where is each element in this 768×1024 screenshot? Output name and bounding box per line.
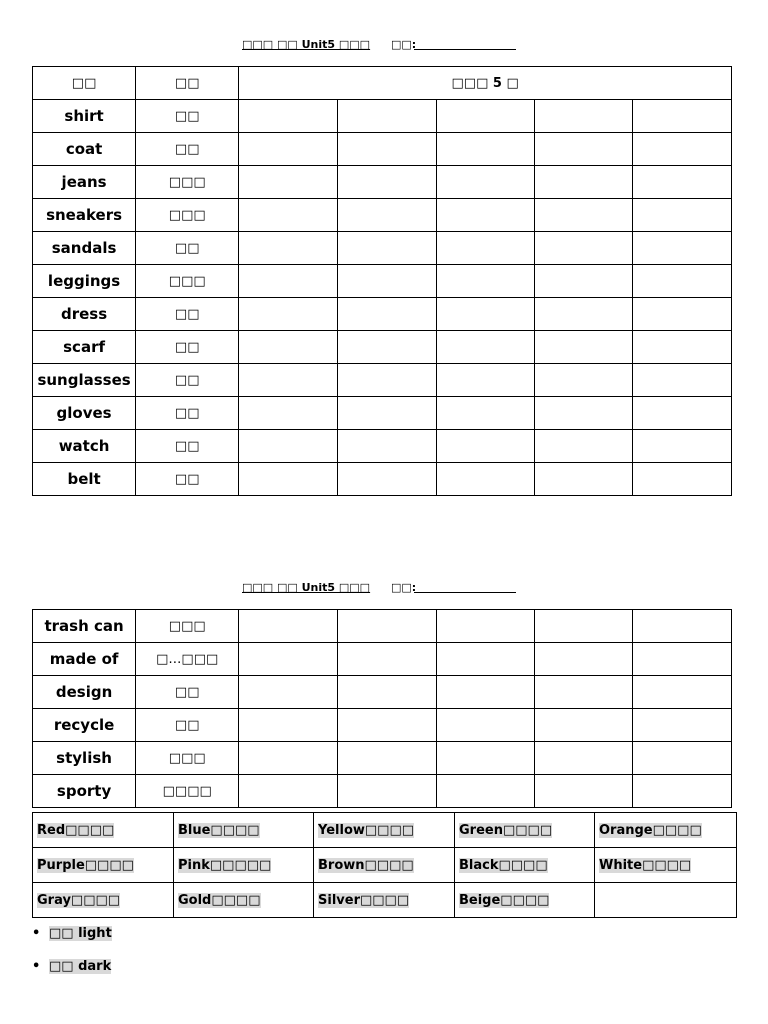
practice-cell[interactable] bbox=[534, 430, 632, 463]
color-cell bbox=[595, 883, 737, 918]
color-cell bbox=[595, 848, 737, 883]
name-blank-line bbox=[414, 592, 516, 593]
table-row bbox=[33, 848, 737, 883]
vocab-meaning: □□ bbox=[136, 364, 239, 397]
color-cell bbox=[455, 813, 595, 848]
practice-cell[interactable] bbox=[534, 199, 632, 232]
practice-cell[interactable] bbox=[534, 463, 632, 496]
practice-cell[interactable] bbox=[338, 463, 436, 496]
vocab-meaning: □□□□ bbox=[136, 775, 239, 808]
vocab-meaning: □□ bbox=[136, 133, 239, 166]
table-row bbox=[33, 643, 732, 676]
practice-cell[interactable] bbox=[338, 133, 436, 166]
vocab-word: recycle bbox=[33, 709, 136, 742]
color-cell bbox=[455, 848, 595, 883]
color-cell bbox=[314, 848, 455, 883]
list-item bbox=[32, 957, 112, 990]
color-word: Red□□□□ bbox=[37, 822, 115, 838]
vocab-word: leggings bbox=[33, 265, 136, 298]
vocab-word: trash can bbox=[33, 610, 136, 643]
practice-cell[interactable] bbox=[239, 265, 338, 298]
shade-notes-list bbox=[32, 924, 112, 990]
vocab-word: made of bbox=[33, 643, 136, 676]
table-header-row bbox=[33, 67, 732, 100]
vocab-table-clothing bbox=[32, 66, 732, 496]
table-row bbox=[33, 199, 732, 232]
vocab-meaning: □□ bbox=[136, 676, 239, 709]
table-row bbox=[33, 232, 732, 265]
practice-cell[interactable] bbox=[534, 265, 632, 298]
practice-cell[interactable] bbox=[239, 775, 338, 808]
practice-cell[interactable] bbox=[534, 100, 632, 133]
table-row bbox=[33, 676, 732, 709]
vocab-word: sandals bbox=[33, 232, 136, 265]
color-word: Pink□□□□□ bbox=[178, 857, 272, 873]
practice-cell[interactable] bbox=[632, 232, 731, 265]
practice-cell[interactable] bbox=[239, 232, 338, 265]
table-row bbox=[33, 610, 732, 643]
table-row bbox=[33, 331, 732, 364]
practice-cell[interactable] bbox=[534, 775, 632, 808]
practice-cell[interactable] bbox=[239, 397, 338, 430]
table-row bbox=[33, 742, 732, 775]
color-word: Gray□□□□ bbox=[37, 892, 121, 908]
practice-cell[interactable] bbox=[239, 463, 338, 496]
header-word: □□ bbox=[33, 67, 136, 100]
practice-cell[interactable] bbox=[534, 331, 632, 364]
name-label: □□: bbox=[391, 38, 417, 51]
practice-cell[interactable] bbox=[436, 709, 534, 742]
practice-cell[interactable] bbox=[632, 430, 731, 463]
practice-cell[interactable] bbox=[338, 430, 436, 463]
color-cell bbox=[314, 883, 455, 918]
practice-cell[interactable] bbox=[436, 166, 534, 199]
practice-cell[interactable] bbox=[436, 610, 534, 643]
vocab-meaning: □…□□□ bbox=[136, 643, 239, 676]
vocab-word: sunglasses bbox=[33, 364, 136, 397]
practice-cell[interactable] bbox=[239, 610, 338, 643]
vocab-word: coat bbox=[33, 133, 136, 166]
worksheet-title: □□□ □□ Unit5 □□□ bbox=[242, 38, 371, 51]
name-label: □□: bbox=[391, 581, 417, 594]
color-word: Purple□□□□ bbox=[37, 857, 134, 873]
vocab-word: shirt bbox=[33, 100, 136, 133]
practice-cell[interactable] bbox=[632, 199, 731, 232]
vocab-word: watch bbox=[33, 430, 136, 463]
vocab-word: design bbox=[33, 676, 136, 709]
color-word: Beige□□□□ bbox=[459, 892, 550, 908]
name-blank-line bbox=[414, 49, 516, 50]
practice-cell[interactable] bbox=[338, 199, 436, 232]
vocab-meaning: □□ bbox=[136, 100, 239, 133]
vocab-word: belt bbox=[33, 463, 136, 496]
practice-cell[interactable] bbox=[534, 709, 632, 742]
worksheet-header bbox=[0, 581, 768, 595]
practice-cell[interactable] bbox=[436, 643, 534, 676]
color-cell bbox=[174, 813, 314, 848]
practice-cell[interactable] bbox=[436, 199, 534, 232]
practice-cell[interactable] bbox=[632, 676, 731, 709]
practice-cell[interactable] bbox=[239, 430, 338, 463]
vocab-table-design bbox=[32, 609, 732, 808]
header-practice: □□□ 5 □ bbox=[239, 67, 732, 100]
vocab-meaning: □□□ bbox=[136, 610, 239, 643]
table-row bbox=[33, 430, 732, 463]
practice-cell[interactable] bbox=[632, 331, 731, 364]
vocab-meaning: □□ bbox=[136, 232, 239, 265]
practice-cell[interactable] bbox=[338, 265, 436, 298]
practice-cell[interactable] bbox=[338, 643, 436, 676]
vocab-word: sporty bbox=[33, 775, 136, 808]
table-row bbox=[33, 265, 732, 298]
practice-cell[interactable] bbox=[632, 298, 731, 331]
practice-cell[interactable] bbox=[436, 232, 534, 265]
practice-cell[interactable] bbox=[436, 100, 534, 133]
table-row bbox=[33, 298, 732, 331]
practice-cell[interactable] bbox=[632, 133, 731, 166]
color-cell bbox=[33, 848, 174, 883]
table-row bbox=[33, 709, 732, 742]
vocab-meaning: □□ bbox=[136, 430, 239, 463]
bullet-icon: • bbox=[32, 959, 41, 974]
color-cell bbox=[595, 813, 737, 848]
practice-cell[interactable] bbox=[436, 676, 534, 709]
practice-cell[interactable] bbox=[338, 397, 436, 430]
practice-cell[interactable] bbox=[338, 100, 436, 133]
table-row bbox=[33, 775, 732, 808]
practice-cell[interactable] bbox=[534, 643, 632, 676]
vocab-meaning: □□ bbox=[136, 397, 239, 430]
practice-cell[interactable] bbox=[534, 610, 632, 643]
color-cell bbox=[314, 813, 455, 848]
vocab-meaning: □□□ bbox=[136, 199, 239, 232]
worksheet-title: □□□ □□ Unit5 □□□ bbox=[242, 581, 371, 594]
practice-cell[interactable] bbox=[338, 166, 436, 199]
vocab-meaning: □□ bbox=[136, 709, 239, 742]
practice-cell[interactable] bbox=[239, 133, 338, 166]
practice-cell[interactable] bbox=[534, 298, 632, 331]
table-row bbox=[33, 364, 732, 397]
practice-cell[interactable] bbox=[338, 364, 436, 397]
color-word: Blue□□□□ bbox=[178, 822, 260, 838]
header-meaning: □□ bbox=[136, 67, 239, 100]
practice-cell[interactable] bbox=[239, 298, 338, 331]
table-row bbox=[33, 166, 732, 199]
practice-cell[interactable] bbox=[338, 676, 436, 709]
bullet-icon: • bbox=[32, 926, 41, 941]
vocab-meaning: □□□ bbox=[136, 166, 239, 199]
practice-cell[interactable] bbox=[338, 775, 436, 808]
practice-cell[interactable] bbox=[632, 100, 731, 133]
practice-cell[interactable] bbox=[534, 364, 632, 397]
vocab-meaning: □□ bbox=[136, 463, 239, 496]
practice-cell[interactable] bbox=[632, 709, 731, 742]
color-word: Gold□□□□ bbox=[178, 892, 261, 908]
practice-cell[interactable] bbox=[632, 742, 731, 775]
practice-cell[interactable] bbox=[239, 331, 338, 364]
color-word: Orange□□□□ bbox=[599, 822, 702, 838]
list-item bbox=[32, 924, 112, 957]
table-row bbox=[33, 813, 737, 848]
practice-cell[interactable] bbox=[632, 643, 731, 676]
practice-cell[interactable] bbox=[534, 232, 632, 265]
practice-cell[interactable] bbox=[632, 397, 731, 430]
worksheet-header bbox=[0, 38, 768, 52]
color-cell bbox=[33, 883, 174, 918]
color-cell bbox=[33, 813, 174, 848]
vocab-word: dress bbox=[33, 298, 136, 331]
color-cell bbox=[174, 848, 314, 883]
vocab-meaning: □□ bbox=[136, 298, 239, 331]
vocab-word: gloves bbox=[33, 397, 136, 430]
practice-cell[interactable] bbox=[534, 742, 632, 775]
color-word: Green□□□□ bbox=[459, 822, 553, 838]
practice-cell[interactable] bbox=[239, 199, 338, 232]
practice-cell[interactable] bbox=[436, 775, 534, 808]
practice-cell[interactable] bbox=[632, 463, 731, 496]
practice-cell[interactable] bbox=[338, 298, 436, 331]
color-words-table bbox=[32, 812, 737, 918]
practice-cell[interactable] bbox=[632, 775, 731, 808]
table-row bbox=[33, 100, 732, 133]
practice-cell[interactable] bbox=[436, 430, 534, 463]
practice-cell[interactable] bbox=[632, 610, 731, 643]
table-row bbox=[33, 133, 732, 166]
color-word: Brown□□□□ bbox=[318, 857, 414, 873]
practice-cell[interactable] bbox=[632, 265, 731, 298]
practice-cell[interactable] bbox=[338, 709, 436, 742]
practice-cell[interactable] bbox=[436, 265, 534, 298]
table-row bbox=[33, 463, 732, 496]
practice-cell[interactable] bbox=[632, 364, 731, 397]
practice-cell[interactable] bbox=[338, 331, 436, 364]
vocab-word: sneakers bbox=[33, 199, 136, 232]
practice-cell[interactable] bbox=[338, 742, 436, 775]
vocab-word: scarf bbox=[33, 331, 136, 364]
practice-cell[interactable] bbox=[534, 133, 632, 166]
color-word: Black□□□□ bbox=[459, 857, 548, 873]
practice-cell[interactable] bbox=[239, 100, 338, 133]
practice-cell[interactable] bbox=[338, 232, 436, 265]
bullet-text: □□ dark bbox=[49, 959, 112, 974]
color-word: Silver□□□□ bbox=[318, 892, 410, 908]
practice-cell[interactable] bbox=[436, 298, 534, 331]
practice-cell[interactable] bbox=[239, 643, 338, 676]
color-cell bbox=[455, 883, 595, 918]
practice-cell[interactable] bbox=[534, 166, 632, 199]
vocab-meaning: □□□ bbox=[136, 742, 239, 775]
practice-cell[interactable] bbox=[632, 166, 731, 199]
practice-cell[interactable] bbox=[436, 397, 534, 430]
table-row bbox=[33, 883, 737, 918]
color-cell bbox=[174, 883, 314, 918]
practice-cell[interactable] bbox=[239, 742, 338, 775]
color-word: Yellow□□□□ bbox=[318, 822, 415, 838]
vocab-meaning: □□ bbox=[136, 331, 239, 364]
bullet-text: □□ light bbox=[49, 926, 112, 941]
table-row bbox=[33, 397, 732, 430]
vocab-meaning: □□□ bbox=[136, 265, 239, 298]
practice-cell[interactable] bbox=[436, 463, 534, 496]
practice-cell[interactable] bbox=[436, 742, 534, 775]
vocab-word: jeans bbox=[33, 166, 136, 199]
color-word: White□□□□ bbox=[599, 857, 692, 873]
practice-cell[interactable] bbox=[239, 709, 338, 742]
practice-cell[interactable] bbox=[534, 676, 632, 709]
practice-cell[interactable] bbox=[436, 331, 534, 364]
practice-cell[interactable] bbox=[534, 397, 632, 430]
practice-cell[interactable] bbox=[239, 364, 338, 397]
practice-cell[interactable] bbox=[239, 166, 338, 199]
practice-cell[interactable] bbox=[436, 133, 534, 166]
practice-cell[interactable] bbox=[436, 364, 534, 397]
vocab-word: stylish bbox=[33, 742, 136, 775]
practice-cell[interactable] bbox=[338, 610, 436, 643]
practice-cell[interactable] bbox=[239, 676, 338, 709]
